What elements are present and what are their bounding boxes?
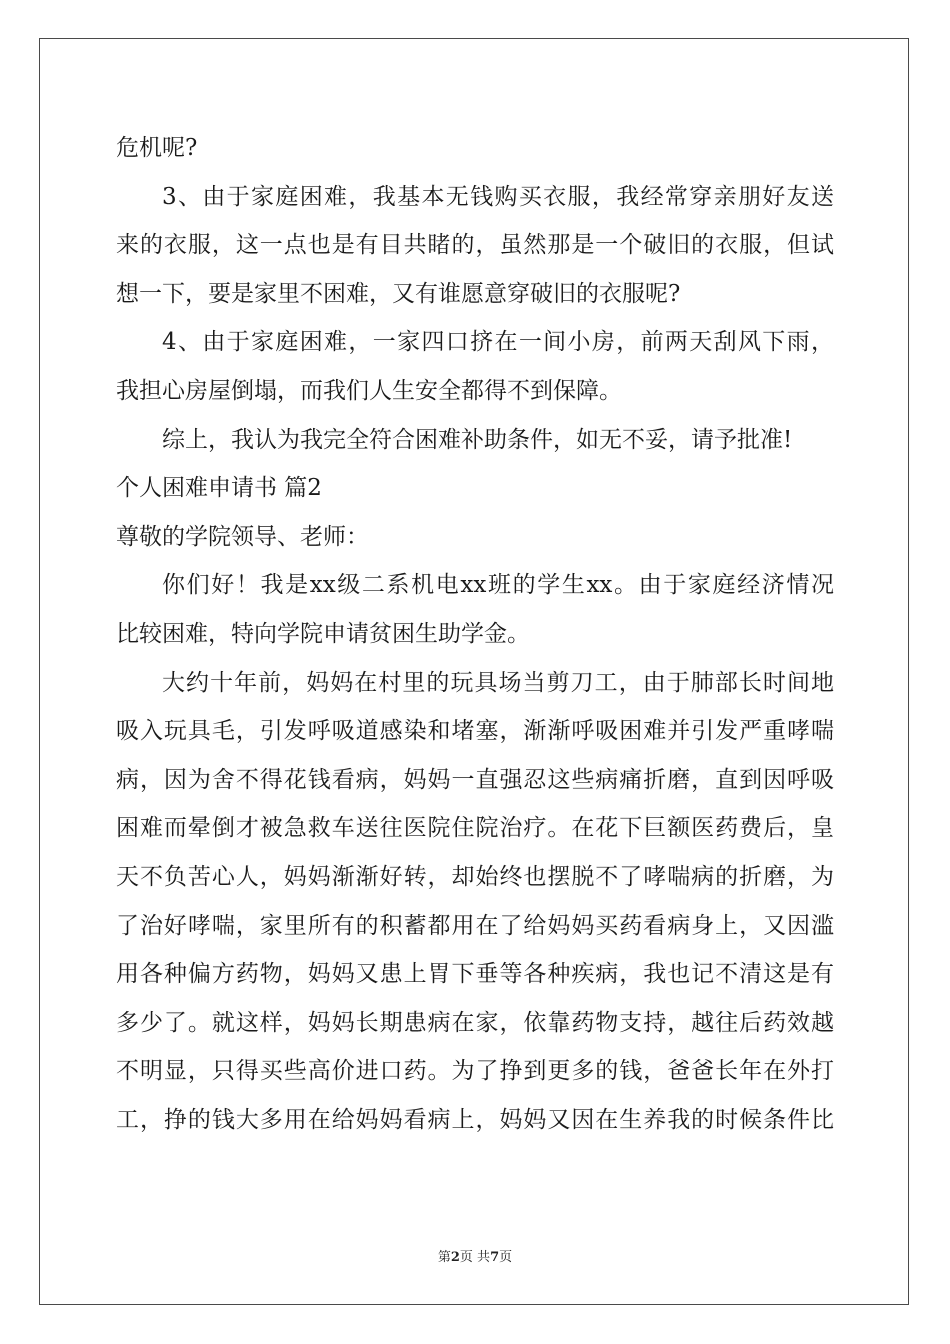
text-line: 天不负苦心人，妈妈渐渐好转，却始终也摆脱不了哮喘病的折磨，为 (116, 863, 834, 890)
text-line: 想一下，要是家里不困难，又有谁愿意穿破旧的衣服呢? (116, 280, 681, 307)
text-line: 来的衣服，这一点也是有目共睹的，虽然那是一个破旧的衣服，但试 (116, 232, 834, 259)
text-line: 我担心房屋倒塌，而我们人生安全都得不到保障。 (116, 377, 622, 404)
footer-total-pages: 7 (490, 1250, 500, 1265)
text-line: 困难而晕倒才被急救车送往医院住院治疗。在花下巨额医药费后，皇 (116, 815, 834, 842)
text-line: 个人困难申请书 篇2 (116, 475, 322, 502)
text-line: 不明显，只得买些高价进口药。为了挣到更多的钱，爸爸长年在外打 (116, 1058, 834, 1085)
text-line: 4、由于家庭困难，一家四口挤在一间小房，前两天刮风下雨， (162, 329, 834, 356)
text-line: 比较困难，特向学院申请贫困生助学金。 (116, 620, 530, 647)
document-body (116, 124, 834, 1144)
text-line: 了治好哮喘，家里所有的积蓄都用在了给妈妈买药看病身上，又因滥 (116, 912, 834, 939)
text-line: 工，挣的钱大多用在给妈妈看病上，妈妈又因在生养我的时候条件比 (116, 1106, 834, 1133)
footer-current-page: 2 (450, 1250, 460, 1265)
text-line: 病，因为舍不得花钱看病，妈妈一直强忍这些病痛折磨，直到因呼吸 (116, 766, 834, 793)
text-line: 危机呢? (116, 135, 198, 161)
page-footer (0, 1246, 950, 1265)
footer-suffix: 页 (499, 1250, 513, 1265)
text-line: 综上，我认为我完全符合困难补助条件，如无不妥，请予批准! (162, 426, 793, 453)
footer-prefix: 第 (437, 1250, 451, 1265)
text-line: 多少了。就这样，妈妈长期患病在家，依靠药物支持，越往后药效越 (116, 1009, 834, 1036)
text-line: 用各种偏方药物，妈妈又患上胃下垂等各种疾病，我也记不清这是有 (116, 961, 834, 988)
text-line: 尊敬的学院领导、老师： (116, 523, 369, 550)
text-line: 3、由于家庭困难，我基本无钱购买衣服，我经常穿亲朋好友送 (162, 183, 834, 210)
text-line: 吸入玩具毛，引发呼吸道感染和堵塞，渐渐呼吸困难并引发严重哮喘 (116, 718, 834, 745)
text-line: 你们好！我是xx级二系机电xx班的学生xx。由于家庭经济情况 (162, 572, 834, 599)
footer-mid: 页 共 (459, 1250, 491, 1265)
text-line: 大约十年前，妈妈在村里的玩具场当剪刀工，由于肺部长时间地 (162, 669, 834, 696)
